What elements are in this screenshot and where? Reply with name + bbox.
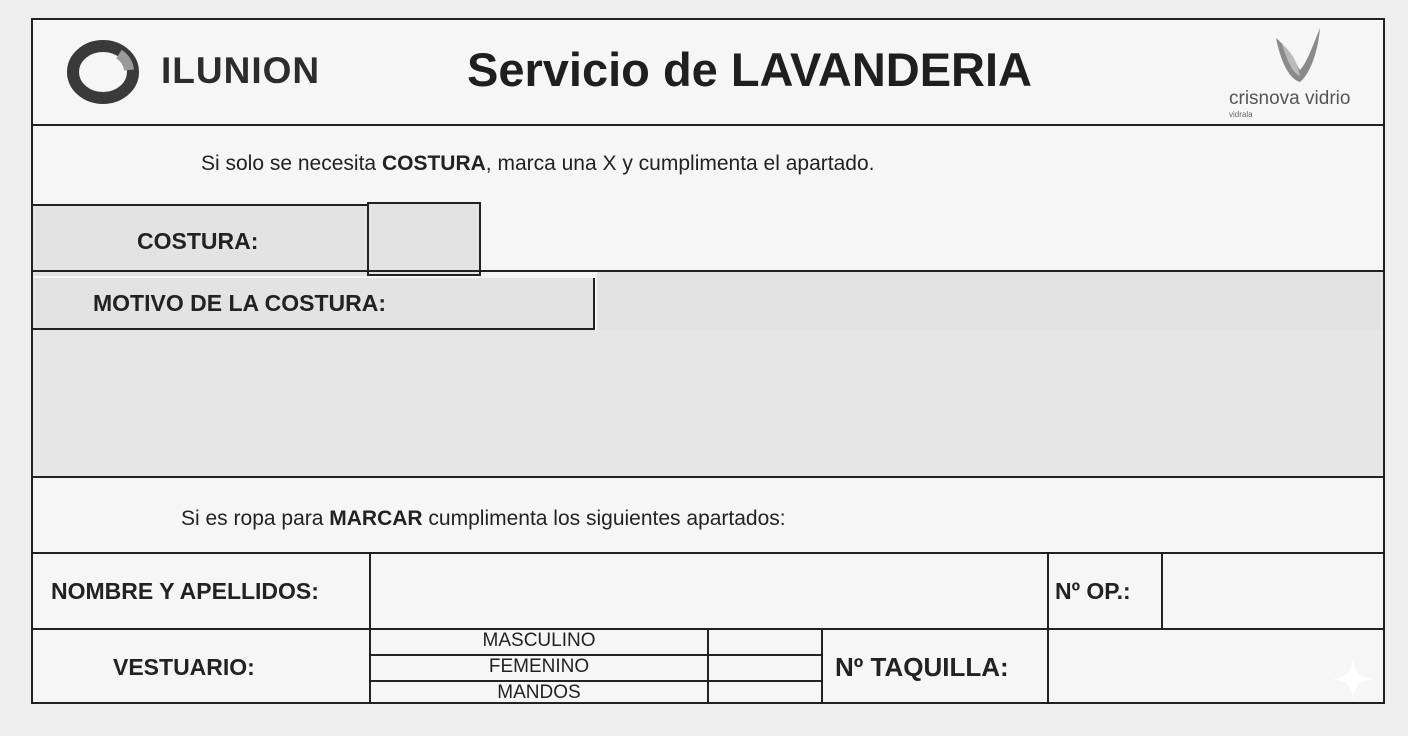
page-title: Servicio de LAVANDERIA xyxy=(467,43,1032,96)
ilunion-brand: ILUNION xyxy=(161,50,321,91)
option-mandos-checkbox[interactable] xyxy=(709,682,821,704)
costura-label: COSTURA: xyxy=(137,227,259,254)
option-masculino-label: MASCULINO xyxy=(482,630,596,651)
costura-instruction xyxy=(201,152,874,176)
motivo-textarea[interactable] xyxy=(33,330,1383,476)
divider xyxy=(33,476,1383,478)
motivo-label-cell xyxy=(33,278,595,330)
nop-label-cell xyxy=(1055,554,1131,628)
instruction-bold: COSTURA xyxy=(381,152,486,175)
instruction-text: cumplimenta los siguientes apartados: xyxy=(422,507,786,530)
marcar-instruction xyxy=(181,507,786,531)
option-femenino-checkbox[interactable] xyxy=(709,656,821,680)
crisnova-brand-sub: vidrala xyxy=(1229,110,1253,119)
nop-input[interactable] xyxy=(1163,554,1383,628)
nop-label: Nº OP.: xyxy=(1055,577,1131,604)
instruction-bold: MARCAR xyxy=(329,507,423,530)
motivo-header-fill xyxy=(597,272,1383,332)
vestuario-label: VESTUARIO: xyxy=(113,653,255,680)
option-femenino-label: FEMENINO xyxy=(488,656,590,677)
nombre-label: NOMBRE Y APELLIDOS: xyxy=(51,577,319,604)
costura-checkbox[interactable] xyxy=(367,202,481,276)
option-masculino-checkbox[interactable] xyxy=(709,630,821,654)
taquilla-label: Nº TAQUILLA: xyxy=(835,651,1009,682)
divider xyxy=(821,628,823,704)
crisnova-v-logo-icon xyxy=(1268,24,1328,88)
taquilla-label-cell xyxy=(835,630,1009,704)
sparkle-icon xyxy=(1330,656,1376,702)
option-mandos-label: MANDOS xyxy=(497,682,581,703)
instruction-text: Si solo se necesita xyxy=(201,152,382,175)
nombre-input[interactable] xyxy=(371,554,1047,628)
nombre-label-cell xyxy=(51,554,319,628)
crisnova-brand: crisnova vidrio xyxy=(1229,88,1351,109)
instruction-text: , marca una X y cumplimenta el apartado. xyxy=(485,152,875,175)
laundry-service-form xyxy=(31,18,1385,704)
motivo-label: MOTIVO DE LA COSTURA: xyxy=(93,289,387,316)
divider xyxy=(33,124,1383,126)
instruction-text: Si es ropa para xyxy=(181,507,330,530)
ilunion-logo-icon xyxy=(67,40,139,104)
vestuario-label-cell xyxy=(113,630,255,704)
costura-label-cell xyxy=(33,204,369,276)
